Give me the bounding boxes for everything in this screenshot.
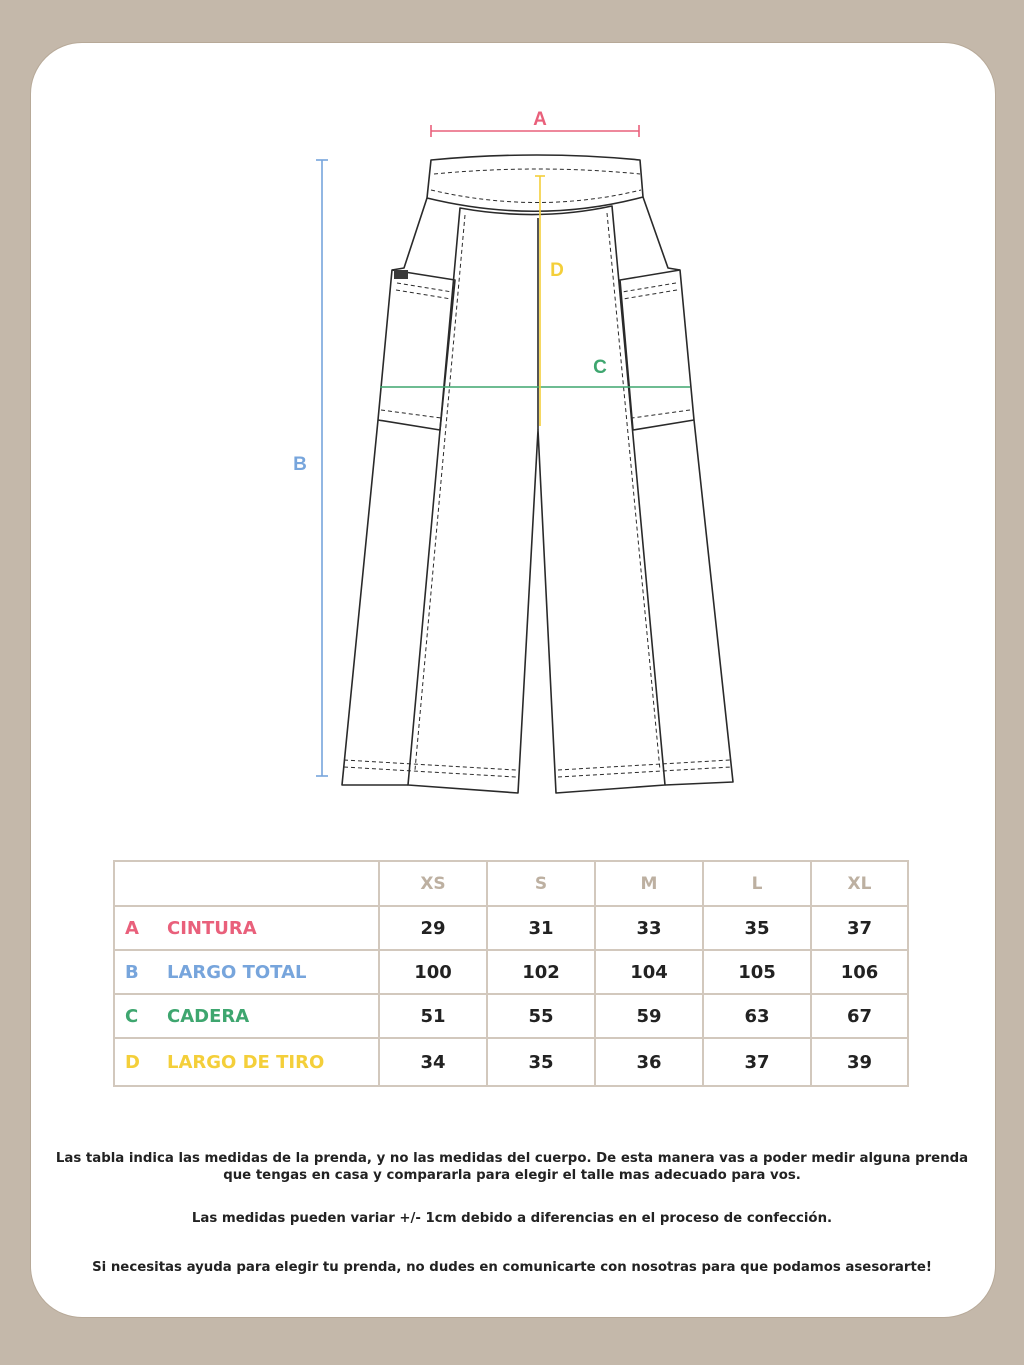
table-header-row [114, 861, 908, 906]
header-size-m: M [595, 861, 703, 906]
table-row-cintura [114, 906, 908, 950]
note-line: Si necesitas ayuda para elegir tu prenda, no dudes en comunicarte con nosotras para que podamos asesorarte! [92, 1260, 932, 1275]
note-variation [40, 1210, 984, 1227]
header-size-xs: XS [379, 861, 487, 906]
table-cell: 37 [703, 1038, 811, 1086]
table-row-cadera [114, 994, 908, 1038]
row-letter: B [125, 961, 139, 983]
table-cell: 51 [379, 994, 487, 1038]
note-help [40, 1259, 984, 1276]
table-row-largo-total [114, 950, 908, 994]
row-label [114, 994, 379, 1038]
row-letter: D [125, 1051, 140, 1073]
note-measurements [40, 1150, 984, 1184]
row-label [114, 906, 379, 950]
wide-leg-pants-icon [342, 155, 733, 793]
size-table [113, 860, 909, 1087]
row-letter: A [125, 917, 139, 939]
table-cell: 105 [703, 950, 811, 994]
table-cell: 102 [487, 950, 595, 994]
label-b: B [293, 454, 307, 475]
table-cell: 36 [595, 1038, 703, 1086]
header-empty-cell [114, 861, 379, 906]
header-size-xl: XL [811, 861, 908, 906]
row-name: CADERA [167, 1005, 250, 1027]
table-cell: 106 [811, 950, 908, 994]
row-name: CINTURA [167, 917, 257, 939]
row-name: LARGO DE TIRO [167, 1051, 325, 1073]
table-cell: 34 [379, 1038, 487, 1086]
table-cell: 104 [595, 950, 703, 994]
row-name: LARGO TOTAL [167, 961, 307, 983]
measure-line-b [316, 160, 328, 776]
header-size-s: S [487, 861, 595, 906]
note-line: Las medidas pueden variar +/- 1cm debido a diferencias en el proceso de confección. [191, 1211, 833, 1226]
table-cell: 59 [595, 994, 703, 1038]
table-cell: 39 [811, 1038, 908, 1086]
table-cell: 63 [703, 994, 811, 1038]
table-cell: 35 [703, 906, 811, 950]
table-cell: 37 [811, 906, 908, 950]
table-cell: 29 [379, 906, 487, 950]
table-cell: 55 [487, 994, 595, 1038]
table-cell: 33 [595, 906, 703, 950]
note-line: Las tabla indica las medidas de la prenda, y no las medidas del cuerpo. De esta manera vas a poder medir alguna prenda [55, 1151, 969, 1166]
row-label [114, 950, 379, 994]
row-label [114, 1038, 379, 1086]
label-c: C [593, 357, 607, 378]
row-letter: C [125, 1005, 139, 1027]
table-cell: 31 [487, 906, 595, 950]
table-cell: 35 [487, 1038, 595, 1086]
header-size-l: L [703, 861, 811, 906]
table-cell: 100 [379, 950, 487, 994]
note-line: que tengas en casa y compararla para elegir el talle mas adecuado para vos. [223, 1168, 801, 1183]
label-d: D [550, 260, 564, 281]
table-row-largo-de-tiro [114, 1038, 908, 1086]
label-a: A [533, 109, 547, 130]
table-cell: 67 [811, 994, 908, 1038]
